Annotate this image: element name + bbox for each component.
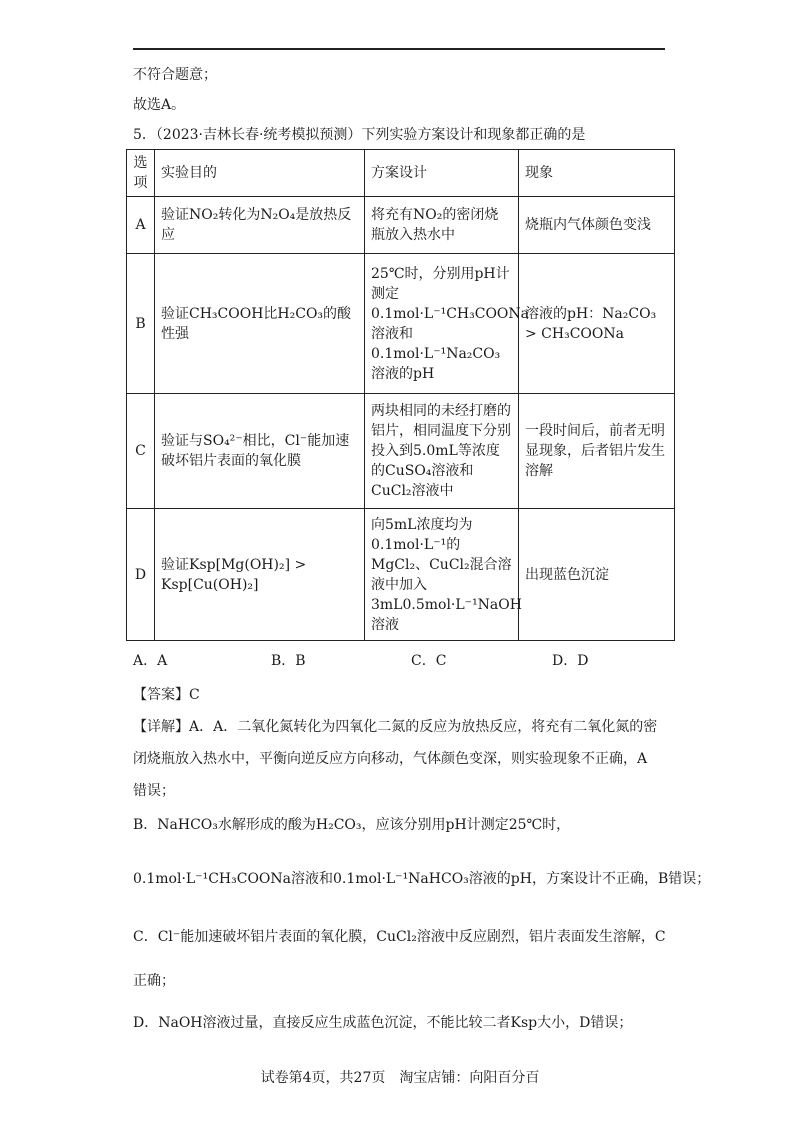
row-option: A [127, 197, 155, 254]
row-phenomenon: 溶液的pH：Na₂CO₃ > CH₃COONa [519, 254, 675, 394]
row-phenomenon: 出现蓝色沉淀 [519, 509, 675, 641]
row-phenomenon: 烧瓶内气体颜色变浅 [519, 197, 675, 254]
table-row [127, 394, 675, 509]
row-option: C [127, 394, 155, 509]
row-purpose: 验证与SO₄²⁻相比，Cl⁻能加速破坏铝片表面的氧化膜 [155, 394, 365, 509]
row-design: 向5mL浓度均为0.1mol·L⁻¹的MgCl₂、CuCl₂混合溶液中加入3mL0.5mol·L⁻¹NaOH溶液 [365, 509, 519, 641]
header-design: 方案设计 [365, 150, 519, 197]
top-rule [133, 48, 665, 50]
option-b[interactable]: B．B [271, 653, 306, 669]
header-phenomenon: 现象 [519, 150, 675, 197]
row-design: 25℃时，分别用pH计测定0.1mol·L⁻¹CH₃COONa溶液和0.1mol·L⁻¹Na₂CO₃溶液的pH [365, 254, 519, 394]
answer: 【答案】C [133, 687, 200, 703]
header-purpose: 实验目的 [155, 150, 365, 197]
option-c[interactable]: C．C [411, 653, 447, 669]
row-purpose: 验证NO₂转化为N₂O₄是放热反应 [155, 197, 365, 254]
analysis-line: 【详解】A．A．二氧化氮转化为四氧化二氮的反应为放热反应，将充有二氧化氮的密 [133, 719, 658, 735]
analysis-line: 正确； [133, 973, 175, 989]
row-design: 两块相同的未经打磨的铝片，相同温度下分别投入到5.0mL等浓度的CuSO₄溶液和CuCl₂溶液中 [365, 394, 519, 509]
analysis-line: 0.1mol·L⁻¹CH₃COONa溶液和0.1mol·L⁻¹NaHCO₃溶液的pH，方案设计不正确，B错误； [133, 871, 711, 887]
page-footer: 试卷第4页，共27页 淘宝店铺：向阳百分百 [260, 1070, 540, 1086]
header-option: 选项 [127, 150, 155, 197]
table-row [127, 197, 675, 254]
row-phenomenon: 一段时间后，前者无明显现象，后者铝片发生溶解 [519, 394, 675, 509]
option-a[interactable]: A．A [133, 653, 168, 669]
table-row [127, 254, 675, 394]
row-purpose: 验证CH₃COOH比H₂CO₃的酸性强 [155, 254, 365, 394]
analysis-line: D．NaOH溶液过量，直接反应生成蓝色沉淀，不能比较二者Ksp大小，D错误； [133, 1015, 633, 1031]
analysis-line: B．NaHCO₃水解形成的酸为H₂CO₃，应该分别用pH计测定25℃时， [133, 817, 571, 833]
analysis-line: C．Cl⁻能加速破坏铝片表面的氧化膜，CuCl₂溶液中反应剧烈，铝片表面发生溶解，C [133, 929, 666, 945]
row-design: 将充有NO₂的密闭烧瓶放入热水中 [365, 197, 519, 254]
row-option: D [127, 509, 155, 641]
pre-text-2: 故选A。 [133, 97, 186, 113]
question-stem: 5．（2023·吉林长春·统考模拟预测）下列实验方案设计和现象都正确的是 [133, 127, 586, 143]
row-purpose: 验证Ksp[Mg(OH)₂] > Ksp[Cu(OH)₂] [155, 509, 365, 641]
analysis-line: 闭烧瓶放入热水中，平衡向逆反应方向移动，气体颜色变深，则实验现象不正确，A [133, 751, 648, 767]
pre-text-1: 不符合题意； [133, 67, 217, 83]
experiment-table [126, 149, 675, 641]
table-header-row [127, 150, 675, 197]
option-d[interactable]: D．D [552, 653, 589, 669]
row-option: B [127, 254, 155, 394]
table-row [127, 509, 675, 641]
analysis-line: 错误； [133, 783, 175, 799]
